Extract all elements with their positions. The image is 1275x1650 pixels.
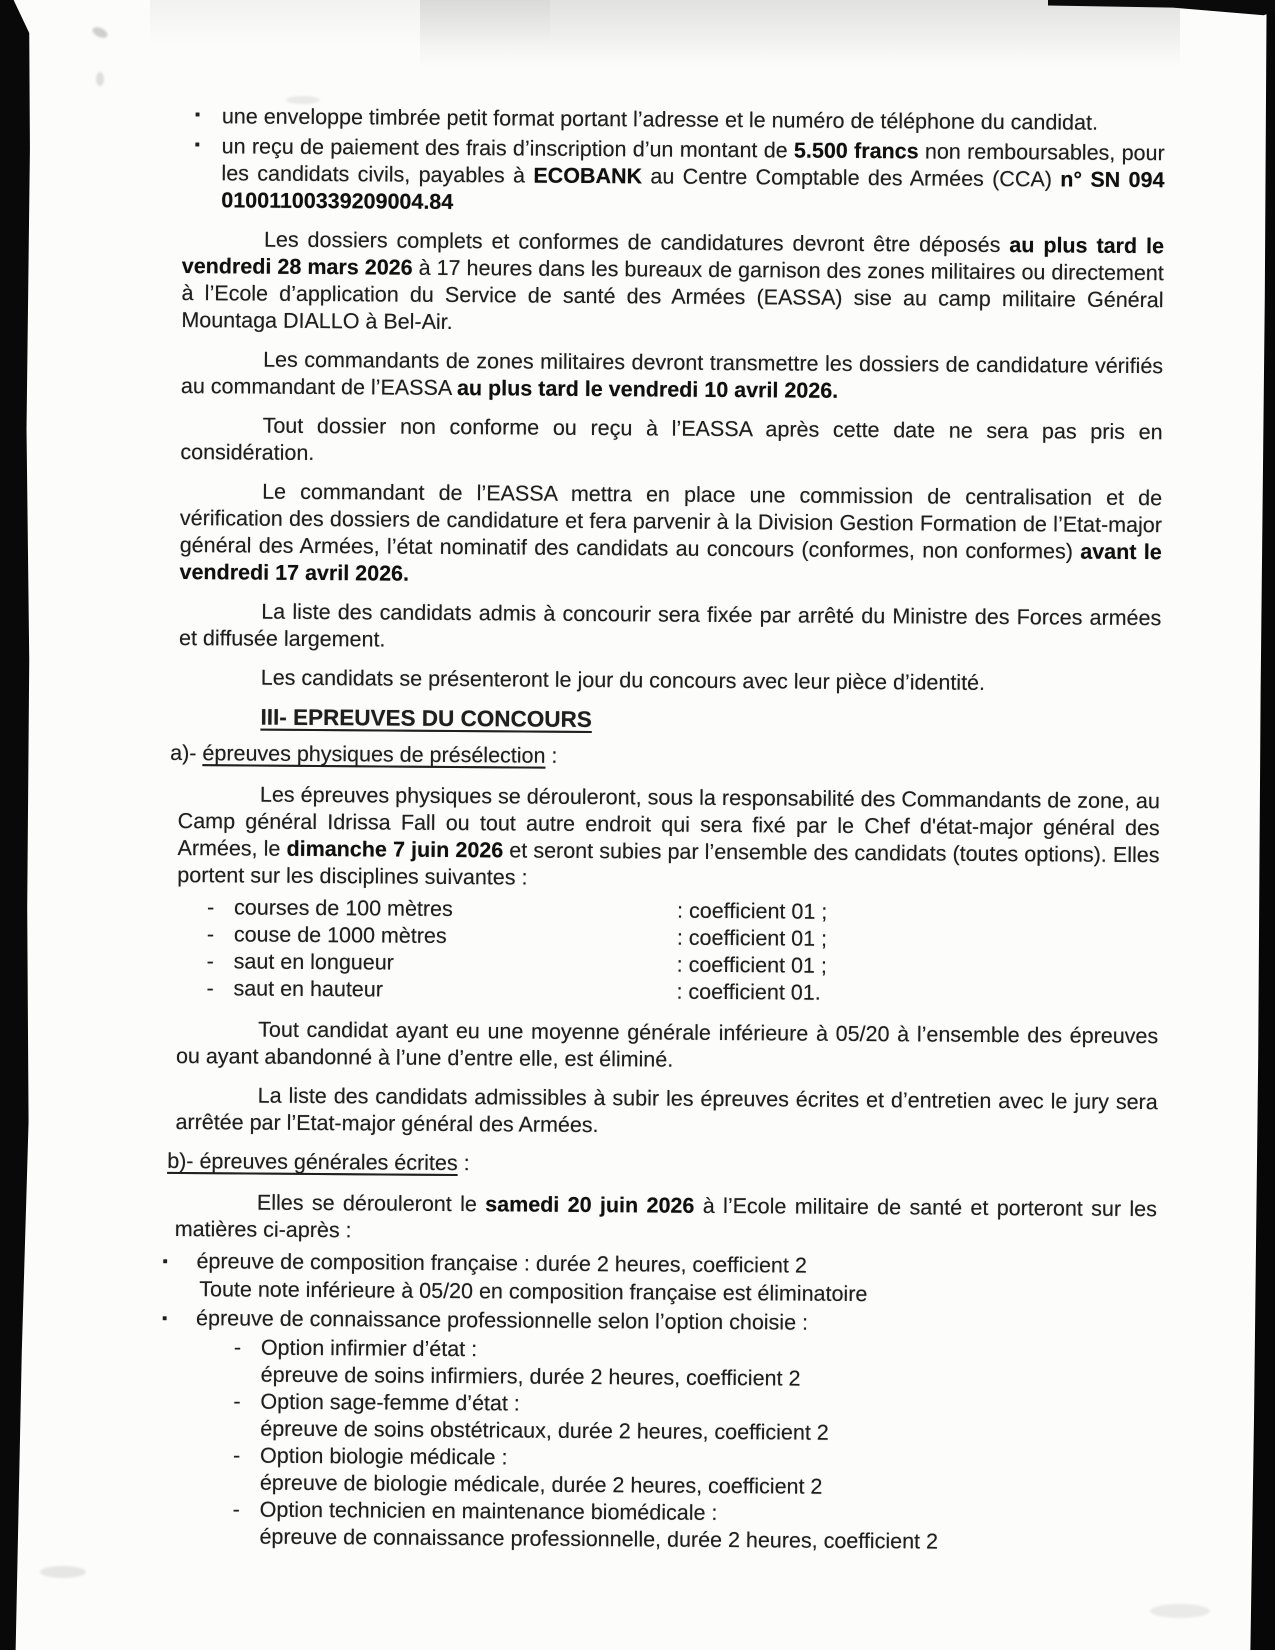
scan-shadow bbox=[420, 0, 1180, 90]
text-segment-bold: au plus tard le vendredi 28 mars 2026 bbox=[181, 233, 1165, 280]
text-segment: un reçu de paiement des frais d’inscription d’un montant de bbox=[221, 134, 795, 163]
heading-text: épreuves physiques de présélection bbox=[202, 741, 546, 768]
options-list bbox=[172, 1334, 1156, 1557]
text-segment: Option technicien en maintenance biomédicale : bbox=[259, 1497, 718, 1525]
text-segment: non remboursables, pour les candidats civils, payables à bbox=[221, 139, 1165, 188]
heading-text: III- EPREUVES DU CONCOURS bbox=[260, 704, 592, 733]
discipline-coefficient: : coefficient 01 ; bbox=[676, 925, 828, 951]
text-segment: au Centre Comptable des Armées (CCA) bbox=[641, 164, 1061, 192]
paragraph-non-conforme bbox=[180, 412, 1162, 473]
list-item bbox=[182, 133, 1165, 221]
discipline-label: couse de 1000 mètres bbox=[233, 922, 447, 948]
text-segment: à 17 heures dans les bureaux de garnison des zones militaires ou directement à l’Ecole d’application du Service de santé des Armées (EASSA) sise au camp militaire Général Mountaga DIALLO à Bel-Air. bbox=[181, 255, 1164, 334]
written-tests-list bbox=[162, 1248, 1157, 1339]
option-detail: épreuve de soins obstétricaux, durée 2 heures, coefficient 2 bbox=[260, 1416, 829, 1445]
text-segment: : bbox=[457, 1151, 470, 1176]
paragraph-liste-admis bbox=[179, 598, 1161, 659]
scan-artifact-top-strip bbox=[1048, 0, 1275, 16]
square-bullet-icon: ▪ bbox=[162, 1309, 168, 1327]
list-item bbox=[183, 103, 1165, 137]
discipline-label: saut en hauteur bbox=[233, 976, 384, 1002]
disciplines-list bbox=[176, 894, 1159, 1009]
dash-icon: - bbox=[233, 1389, 241, 1414]
discipline-label: saut en longueur bbox=[233, 949, 394, 975]
text-segment: Les épreuves physiques se dérouleront, sous la responsabilité des Commandants de zone, au Camp général Idrissa Fall ou tout autre endroit qui sera fixé par le Chef d'état-major général des Armées, le bbox=[177, 782, 1160, 861]
option-detail: épreuve de soins infirmiers, durée 2 heures, coefficient 2 bbox=[260, 1362, 801, 1391]
dash-icon: - bbox=[206, 922, 215, 947]
text-segment: épreuve de connaissance professionnelle selon l’option choisie : bbox=[196, 1306, 809, 1335]
text-segment: La liste des candidats admis à concourir sera fixée par arrêté du Ministre des Forces armées et diffusée largement. bbox=[178, 599, 1162, 652]
text-segment: Option sage-femme d’état : bbox=[260, 1389, 520, 1416]
text-segment-bold: 5.500 francs bbox=[793, 138, 919, 164]
paragraph-admissibles bbox=[175, 1082, 1157, 1143]
text-segment-bold: au plus tard le vendredi 10 avril 2026. bbox=[456, 376, 839, 403]
discipline-coefficient: : coefficient 01 ; bbox=[677, 898, 828, 924]
paragraph-epreuves-ecrites bbox=[175, 1189, 1157, 1250]
scan-smudge bbox=[96, 72, 104, 86]
text-segment: a)- bbox=[170, 740, 203, 766]
discipline-coefficient: : coefficient 01 ; bbox=[676, 952, 827, 978]
subsection-b-heading bbox=[167, 1148, 1157, 1182]
text-segment: Tout dossier non conforme ou reçu à l’EASSA après cette date ne sera pas pris en considération. bbox=[180, 413, 1163, 465]
option-detail: épreuve de connaissance professionnelle, durée 2 heures, coefficient 2 bbox=[259, 1524, 939, 1554]
option-detail: épreuve de biologie médicale, durée 2 heures, coefficient 2 bbox=[259, 1470, 823, 1499]
dash-icon: - bbox=[232, 1443, 241, 1468]
text-segment: Option infirmier d’état : bbox=[260, 1335, 478, 1362]
text-segment: épreuve de composition française : durée 2 heures, coefficient 2 bbox=[196, 1249, 807, 1278]
heading-text: épreuves générales écrites bbox=[199, 1149, 458, 1176]
subsection-a-heading bbox=[170, 740, 1160, 774]
section-heading-epreuves bbox=[178, 703, 1160, 737]
paragraph-piece-identite bbox=[179, 664, 1161, 698]
dash-icon: - bbox=[207, 895, 215, 920]
scan-smudge bbox=[1150, 1604, 1210, 1618]
document-content bbox=[162, 103, 1165, 1557]
discipline-label: courses de 100 mètres bbox=[234, 895, 453, 921]
dash-icon: - bbox=[206, 949, 214, 974]
paragraph-elimination bbox=[176, 1016, 1158, 1077]
text-segment: une enveloppe timbrée petit format portant l’adresse et le numéro de téléphone du candidat. bbox=[221, 104, 1099, 135]
text-segment: Les candidats se présenteront le jour du concours avec leur pièce d’identité. bbox=[260, 665, 986, 695]
text-segment: Option biologie médicale : bbox=[259, 1443, 508, 1470]
text-segment: à l’Ecole militaire de santé et porteront sur les matières ci-après : bbox=[174, 1193, 1158, 1243]
square-bullet-icon: ▪ bbox=[194, 136, 201, 154]
text-segment-bold: n° SN 094 01001100339209004.84 bbox=[221, 167, 1165, 214]
scan-smudge bbox=[91, 25, 109, 40]
text-segment-bold: samedi 20 juin 2026 bbox=[485, 1192, 695, 1218]
list-item bbox=[162, 1305, 1156, 1339]
discipline-coefficient: : coefficient 01. bbox=[676, 979, 821, 1005]
text-segment: : bbox=[545, 743, 558, 768]
scan-smudge bbox=[40, 1566, 86, 1578]
text-segment: et seront subies par l’ensemble des candidats (toutes options). Elles portent sur les disciplines suivantes : bbox=[177, 838, 1160, 890]
heading-text: b)- bbox=[167, 1148, 200, 1174]
paragraph-zone-commanders bbox=[181, 346, 1163, 407]
text-segment-bold: avant le vendredi 17 avril 2026. bbox=[179, 539, 1162, 586]
scan-artifact-right-band bbox=[1245, 0, 1275, 1650]
scan-smudge bbox=[286, 96, 320, 104]
text-segment: Le commandant de l’EASSA mettra en place une commission de centralisation et de vérification des dossiers de candidature et fera parvenir à la Division Gestion Formation de l’Etat-major général des Armées, l’état nominatif des candidats au concours (conformes, non conformes) bbox=[179, 479, 1163, 564]
scan-artifact-left-band bbox=[0, 0, 34, 1650]
text-segment: Elles se dérouleront le bbox=[256, 1190, 486, 1217]
text-segment-bold: ECOBANK bbox=[533, 163, 643, 189]
scan-shadow bbox=[150, 0, 550, 50]
eliminatory-note: Toute note inférieure à 05/20 en composition française est éliminatoire bbox=[199, 1277, 868, 1307]
square-bullet-icon: ▪ bbox=[162, 1252, 168, 1270]
dash-icon: - bbox=[232, 1497, 240, 1522]
paragraph-commission bbox=[179, 478, 1162, 593]
dash-icon: - bbox=[206, 976, 214, 1001]
required-documents-list bbox=[182, 103, 1165, 221]
text-segment-bold: dimanche 7 juin 2026 bbox=[286, 836, 504, 863]
paragraph-epreuves-physiques bbox=[177, 781, 1160, 896]
text-segment: Tout candidat ayant eu une moyenne générale inférieure à 05/20 à l’ensemble des épreuves ou ayant abandonné à l’une d’entre elle, est éliminé. bbox=[175, 1017, 1159, 1072]
paragraph-deposit-deadline bbox=[181, 226, 1164, 341]
dash-icon: - bbox=[233, 1335, 242, 1360]
text-segment: Les commandants de zones militaires devront transmettre les dossiers de candidature vérifiés au commandant de l’EASSA bbox=[180, 347, 1164, 401]
text-segment: La liste des candidats admissibles à subir les épreuves écrites et d’entretien avec le jury sera arrêtée par l’Etat-major général des Armées. bbox=[175, 1083, 1158, 1138]
square-bullet-icon: ▪ bbox=[194, 106, 201, 124]
text-segment: Les dossiers complets et conformes de candidatures devront être déposés bbox=[263, 227, 1010, 258]
